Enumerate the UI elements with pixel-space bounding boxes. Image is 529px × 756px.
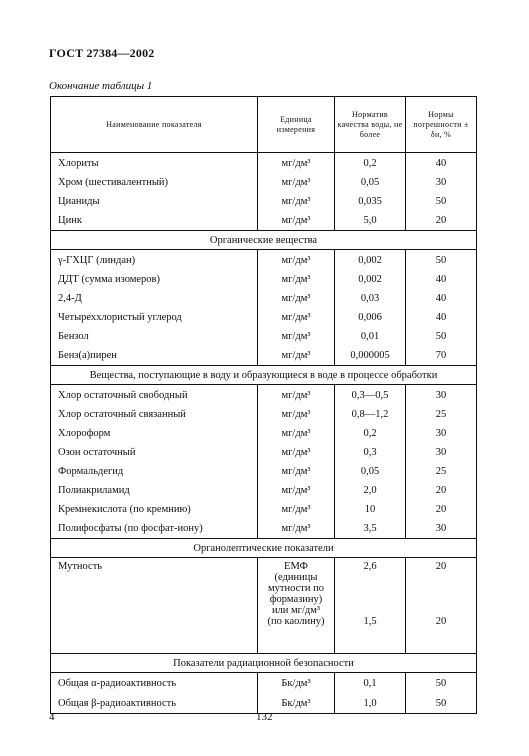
cell-norm: 0,8—1,2	[335, 405, 406, 424]
table-row	[51, 192, 477, 211]
cell-unit: мг/дм³	[258, 211, 335, 231]
cell-error: 50	[406, 693, 477, 714]
turbidity-unit-line: мутности по	[268, 583, 324, 594]
cell-norm: 0,1	[335, 673, 406, 694]
cell-error: 30	[406, 443, 477, 462]
cell-unit: мг/дм³	[258, 500, 335, 519]
cell-error: 20	[406, 211, 477, 231]
cell-unit: мг/дм³	[258, 462, 335, 481]
group1-body	[51, 153, 477, 231]
cell-error: 50	[406, 673, 477, 694]
turbidity-unit-line: или мг/дм³	[271, 605, 321, 616]
cell-unit: мг/дм³	[258, 327, 335, 346]
turbidity-unit-line: формазину)	[269, 594, 323, 605]
radiation-body	[51, 673, 477, 714]
cell-norm: 10	[335, 500, 406, 519]
cell-name: 2,4-Д	[51, 289, 258, 308]
cell-unit: мг/дм³	[258, 250, 335, 271]
cell-unit: мг/дм³	[258, 346, 335, 366]
cell-unit: мг/дм³	[258, 424, 335, 443]
cell-unit: мг/дм³	[258, 405, 335, 424]
section-row-radiation	[51, 654, 477, 673]
table-row	[51, 346, 477, 366]
turbidity-norm-kaolin: 1,5	[363, 616, 377, 627]
treatment-body	[51, 385, 477, 539]
table-header-row	[51, 97, 477, 153]
table-row	[51, 250, 477, 271]
cell-norm: 0,006	[335, 308, 406, 327]
column-header-name: Наименование показателя	[51, 97, 258, 153]
cell-name: ДДТ (сумма изомеров)	[51, 270, 258, 289]
cell-unit: мг/дм³	[258, 481, 335, 500]
organic-body	[51, 250, 477, 366]
turbidity-error-formazin: 20	[435, 561, 447, 572]
turbidity-error-kaolin: 20	[435, 616, 447, 627]
cell-error: 25	[406, 462, 477, 481]
turbidity-error	[406, 558, 477, 654]
table-row	[51, 173, 477, 192]
cell-name: Хлор остаточный связанный	[51, 405, 258, 424]
turbidity-unit-line: (единицы	[274, 572, 318, 583]
table-row	[51, 289, 477, 308]
cell-error: 50	[406, 250, 477, 271]
cell-norm: 0,01	[335, 327, 406, 346]
section-title-treatment: Вещества, поступающие в воду и образующиеся в воде в процессе обработки	[51, 366, 477, 385]
column-header-norm: Норматив качества воды, не более	[335, 97, 406, 153]
cell-name: Кремнекислота (по кремнию)	[51, 500, 258, 519]
document-title: ГОСТ 27384—2002	[49, 46, 155, 60]
cell-name: Бензол	[51, 327, 258, 346]
cell-unit: мг/дм³	[258, 270, 335, 289]
cell-norm: 0,03	[335, 289, 406, 308]
cell-name: Формальдегид	[51, 462, 258, 481]
cell-error: 40	[406, 289, 477, 308]
cell-error: 20	[406, 500, 477, 519]
table-row	[51, 443, 477, 462]
cell-unit: мг/дм³	[258, 385, 335, 406]
cell-unit: мг/дм³	[258, 192, 335, 211]
turbidity-norm	[335, 558, 406, 654]
cell-error: 50	[406, 192, 477, 211]
cell-norm: 2,0	[335, 481, 406, 500]
cell-name: Озон остаточный	[51, 443, 258, 462]
cell-unit: мг/дм³	[258, 173, 335, 192]
column-header-unit: Единица измерения	[258, 97, 335, 153]
cell-unit: Бк/дм³	[258, 673, 335, 694]
cell-unit: мг/дм³	[258, 153, 335, 174]
cell-error: 40	[406, 153, 477, 174]
quality-table	[50, 96, 477, 714]
section-title-radiation: Показатели радиационной безопасности	[51, 654, 477, 673]
turbidity-unit	[258, 558, 335, 654]
table-row	[51, 308, 477, 327]
table-row	[51, 462, 477, 481]
cell-name: Общая β-радиоактивность	[51, 693, 258, 714]
cell-error: 40	[406, 270, 477, 289]
cell-error: 50	[406, 327, 477, 346]
cell-norm: 0,2	[335, 153, 406, 174]
cell-unit: мг/дм³	[258, 289, 335, 308]
table-caption: Окончание таблицы 1	[49, 80, 153, 92]
cell-unit: мг/дм³	[258, 519, 335, 539]
table-row	[51, 405, 477, 424]
table-row	[51, 500, 477, 519]
cell-name: Цианиды	[51, 192, 258, 211]
cell-unit: Бк/дм³	[258, 693, 335, 714]
cell-name: Хлороформ	[51, 424, 258, 443]
table-row	[51, 673, 477, 694]
section-title-organoleptic: Органолептические показатели	[51, 539, 477, 558]
table-row	[51, 385, 477, 406]
table-row	[51, 327, 477, 346]
table-row	[51, 211, 477, 231]
cell-norm: 5,0	[335, 211, 406, 231]
table-row	[51, 153, 477, 174]
cell-norm: 0,035	[335, 192, 406, 211]
cell-unit: мг/дм³	[258, 443, 335, 462]
cell-norm: 0,002	[335, 250, 406, 271]
table-row	[51, 481, 477, 500]
cell-norm: 0,002	[335, 270, 406, 289]
cell-error: 70	[406, 346, 477, 366]
cell-name: Хлор остаточный свободный	[51, 385, 258, 406]
cell-norm: 0,05	[335, 173, 406, 192]
cell-norm: 0,3—0,5	[335, 385, 406, 406]
section-row-organoleptic	[51, 539, 477, 558]
cell-name: Общая α-радиоактивность	[51, 673, 258, 694]
cell-name: Четыреххлористый углерод	[51, 308, 258, 327]
cell-norm: 3,5	[335, 519, 406, 539]
cell-norm: 0,3	[335, 443, 406, 462]
cell-unit: мг/дм³	[258, 308, 335, 327]
cell-error: 20	[406, 481, 477, 500]
cell-name: Полифосфаты (по фосфат-иону)	[51, 519, 258, 539]
table-row	[51, 519, 477, 539]
cell-error: 30	[406, 519, 477, 539]
section-row-treatment	[51, 366, 477, 385]
page-number-center: 132	[256, 711, 273, 723]
cell-norm: 0,05	[335, 462, 406, 481]
page-number: 4	[49, 711, 55, 723]
section-row-organic	[51, 231, 477, 250]
section-title-organic: Органические вещества	[51, 231, 477, 250]
turbidity-norm-formazin: 2,6	[363, 561, 377, 572]
cell-error: 30	[406, 385, 477, 406]
cell-name: Хром (шестивалентный)	[51, 173, 258, 192]
turbidity-name: Мутность	[51, 558, 258, 654]
cell-error: 40	[406, 308, 477, 327]
turbidity-unit-line: ЕМФ	[284, 561, 308, 572]
cell-error: 30	[406, 173, 477, 192]
cell-norm: 1,0	[335, 693, 406, 714]
cell-name: γ-ГХЦГ (линдан)	[51, 250, 258, 271]
cell-error: 25	[406, 405, 477, 424]
table-row	[51, 270, 477, 289]
cell-error: 30	[406, 424, 477, 443]
cell-name: Полиакриламид	[51, 481, 258, 500]
cell-name: Цинк	[51, 211, 258, 231]
turbidity-unit-line: (по каолину)	[267, 616, 325, 627]
cell-name: Бенз(а)пирен	[51, 346, 258, 366]
cell-norm: 0,000005	[335, 346, 406, 366]
table-row-turbidity	[51, 558, 477, 654]
cell-name: Хлориты	[51, 153, 258, 174]
table-row	[51, 424, 477, 443]
column-header-error: Нормы погрешности ± δн, %	[406, 97, 477, 153]
cell-norm: 0,2	[335, 424, 406, 443]
